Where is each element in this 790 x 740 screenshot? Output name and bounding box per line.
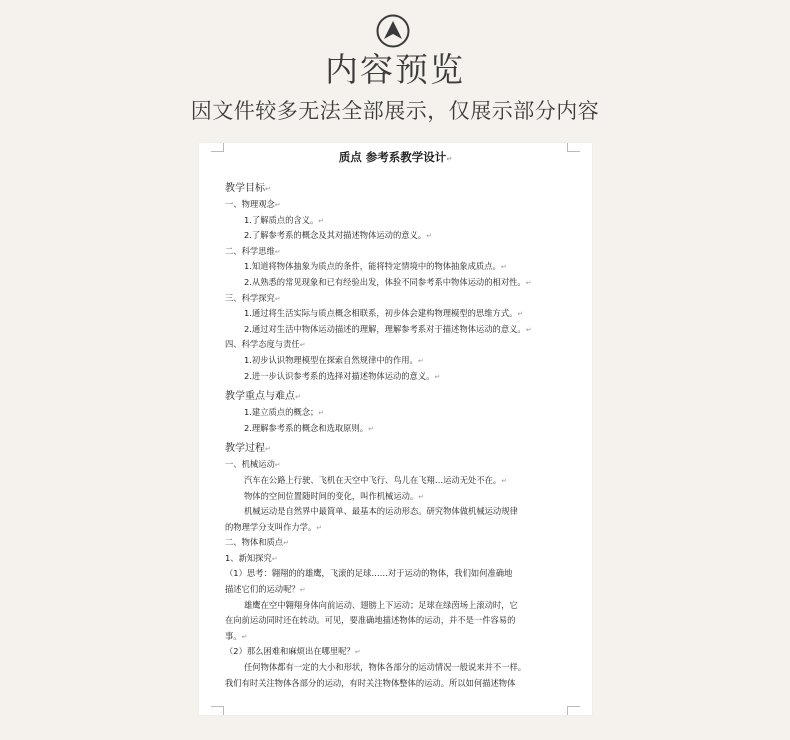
outline-subitem: 1.初步认识物理模型在探索自然规律中的作用。↵ [244,354,424,365]
paragraph-line: 任何物体都有一定的大小和形状，物体各部分的运动情况一般说来并不一样。 [244,662,527,673]
circled-up-arrow-icon [376,14,410,48]
paragraph-line: （1）思考：翱翔的的雄鹰，飞滚的足球……对于运动的物体，我们如何准确地 [225,568,513,579]
paragraph-line: 描述它们的运动呢？↵ [225,584,306,595]
document-body [225,181,570,691]
section-heading: 教学过程↵ [225,443,271,455]
outline-item: 四、科学态度与责任↵ [225,339,306,350]
section-heading: 教学重点与难点↵ [225,391,301,403]
paragraph-line: 事。↵ [225,630,248,641]
page-subtitle: 因文件较多无法全部展示，仅展示部分内容 [190,99,600,123]
paragraph-line: 物体的空间位置随时间的变化，叫作机械运动。↵ [244,490,425,501]
outline-item: 二、科学思维↵ [225,245,281,256]
page-title: 内容预览 [325,50,465,89]
outline-subitem: 2.从熟悉的常见现象和已有经验出发，体验不同参考系中物体运动的相对性。↵ [244,276,532,287]
outline-subitem: 1.了解质点的含义。↵ [244,214,325,225]
paragraph-line: 的物理学分支叫作力学。↵ [225,521,323,532]
outline-subitem: 1.建立质点的概念；↵ [244,407,325,418]
outline-subitem: 2.通过对生活中物体运动描述的理解，理解参考系对于描述物体运动的意义。↵ [244,323,532,334]
outline-subitem: 1.知道将物体抽象为质点的条件，能将特定情境中的物体抽象成质点。↵ [244,261,507,272]
outline-item: 一、机械运动↵ [225,459,281,470]
corner-mark [567,706,580,715]
document-preview [199,143,592,715]
outline-subitem: 1.通过将生活实际与质点概念相联系，初步体会建构物理模型的思维方式。↵ [244,308,524,319]
outline-item: 一、物理观念↵ [225,199,281,209]
section-heading: 教学目标↵ [225,183,271,194]
paragraph-line: 汽车在公路上行驶、飞机在天空中飞行、鸟儿在飞翔…运动无处不在。↵ [244,474,508,485]
paragraph-line: （2）那么困难和麻烦出在哪里呢？↵ [225,646,361,657]
outline-subitem: 2.理解参考系的概念和选取原则。↵ [244,422,374,433]
document-title: 质点 参考系教学设计↵ [338,150,453,164]
outline-item: 三、科学探究↵ [225,292,281,303]
outline-item: 二、物体和质点↵ [225,537,289,548]
paragraph-line: 雄鹰在空中翱翔身体向前运动、翅膀上下运动；足球在绿茵场上滚动时，它 [244,599,518,610]
paragraph-line: 机械运动是自然界中最简单、最基本的运动形态。研究物体做机械运动规律 [244,506,518,517]
outline-subitem: 2.进一步认识参考系的选择对描述物体运动的意义。↵ [244,370,441,381]
paragraph-line: 在向前运动同时还在转动。可见，要准确地描述物体的运动，并不是一件容易的 [225,615,516,626]
corner-mark [211,706,224,715]
outline-item: 1、新知探究↵ [225,552,278,563]
outline-subitem: 2.了解参考系的概念及其对描述物体运动的意义。↵ [244,230,433,241]
paragraph-line: 我们有时关注物体各部分的运动，有时关注物体整体的运动。所以如何描述物体 [225,677,516,688]
